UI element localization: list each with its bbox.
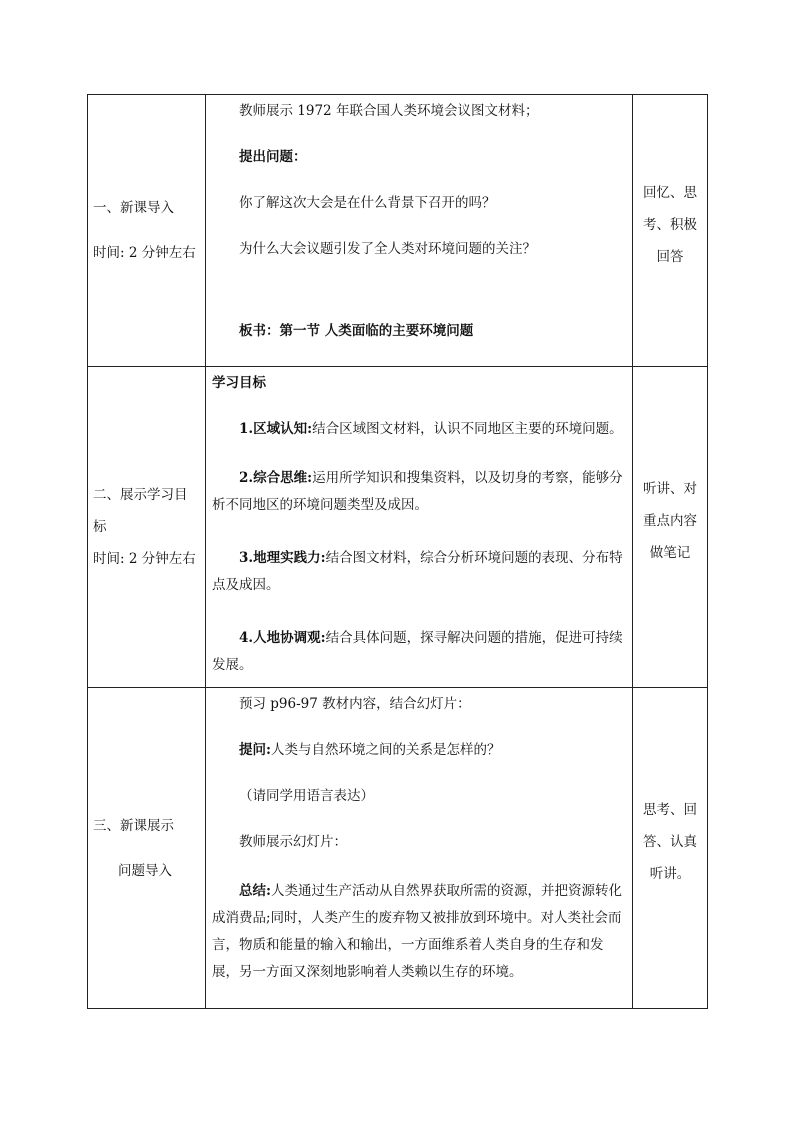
- step-title-cont: 标: [93, 519, 107, 535]
- student-activity-cell: [633, 688, 708, 1009]
- board-label: 板书：: [239, 323, 280, 339]
- goal-text: 运用所学知识和搜集资料，以及切身的考察，能够分析不同地区的环境问题类型及成因。: [212, 470, 623, 513]
- question-1: 你了解这次大会是在什么背景下召开的吗？: [239, 195, 496, 211]
- ask-line: [212, 740, 626, 760]
- content-intro: 教师展示 1972 年联合国人类环境会议图文材料；: [239, 103, 539, 119]
- goal-text: 结合具体问题，探寻解决问题的措施，促进可持续发展。: [212, 630, 623, 673]
- goal-text: 结合区域图文材料，认识不同地区主要的环境问题。: [312, 421, 623, 437]
- lesson-plan-table: [87, 94, 708, 1009]
- step-title: 三、新课展示: [93, 817, 174, 834]
- goal-item: [212, 419, 626, 439]
- table-row: [88, 95, 708, 367]
- board-note: [212, 321, 626, 341]
- step-time: 时间: 2 分钟左右: [93, 245, 196, 261]
- step-title: 二、展示学习目: [93, 487, 188, 503]
- question-2: 为什么大会议题引发了全人类对环境问题的关注？: [239, 241, 536, 257]
- step-cell: [88, 688, 206, 1009]
- student-activity-line: 听讲、对: [643, 481, 697, 497]
- student-activity-cell: [633, 367, 708, 688]
- student-activity-line: 回答: [656, 248, 684, 265]
- summary: [212, 878, 626, 986]
- student-activity-line: 考、积极: [643, 216, 697, 233]
- content-cell: [206, 688, 633, 1009]
- student-activity-line: 答、认真: [643, 834, 697, 850]
- summary-text: 人类通过生产活动从自然界获取所需的资源，并把资源转化成消费品;同时，人类产生的废弃物又被排放到环境中。对人类社会而言，物质和能量的输入和输出，一方面维系着人类自身的生存和发展，另一方面又深刻地影响着人类赖以生存的环境。: [212, 883, 622, 980]
- goal-label: 4.人地协调观:: [239, 630, 326, 646]
- content-cell: [206, 367, 633, 688]
- goal-text: 结合图文材料，综合分析环境问题的表现、分布特点及成因。: [212, 550, 623, 593]
- goal-label: 1.区域认知:: [239, 421, 313, 437]
- student-activity-cell: [633, 95, 708, 367]
- student-activity-line: 听讲。: [649, 866, 691, 882]
- goal-item: [212, 625, 626, 679]
- content-cell: [206, 95, 633, 367]
- teacher-slides: 教师展示幻灯片：: [239, 834, 347, 850]
- table-row: [88, 367, 708, 688]
- goal-item: [212, 545, 626, 599]
- goals-heading: 学习目标: [212, 375, 266, 391]
- ask-hint: （请同学用语言表达）: [239, 788, 374, 804]
- ask-text: 人类与自然环境之间的关系是怎样的？: [270, 742, 501, 758]
- ask-label: 提问:: [239, 742, 271, 758]
- step-title: 一、新课导入: [93, 200, 174, 216]
- content-intro: 预习 p96-97 教材内容，结合幻灯片：: [239, 696, 471, 712]
- student-activity-line: 做笔记: [649, 545, 691, 561]
- step-subtitle: 问题导入: [118, 862, 172, 879]
- student-activity-line: 重点内容: [643, 513, 697, 529]
- summary-label: 总结:: [239, 883, 271, 899]
- question-heading: 提出问题：: [239, 149, 307, 165]
- goal-item: [212, 465, 626, 519]
- student-activity-line: 思考、回: [643, 802, 697, 818]
- goal-label: 2.综合思维:: [239, 470, 313, 486]
- table-row: [88, 688, 708, 1009]
- step-cell: [88, 95, 206, 367]
- step-cell: [88, 367, 206, 688]
- step-time: 时间: 2 分钟左右: [93, 551, 196, 567]
- board-text: 第一节 人类面临的主要环境问题: [279, 323, 474, 339]
- student-activity-line: 回忆、思: [643, 184, 697, 201]
- goal-label: 3.地理实践力:: [239, 550, 326, 566]
